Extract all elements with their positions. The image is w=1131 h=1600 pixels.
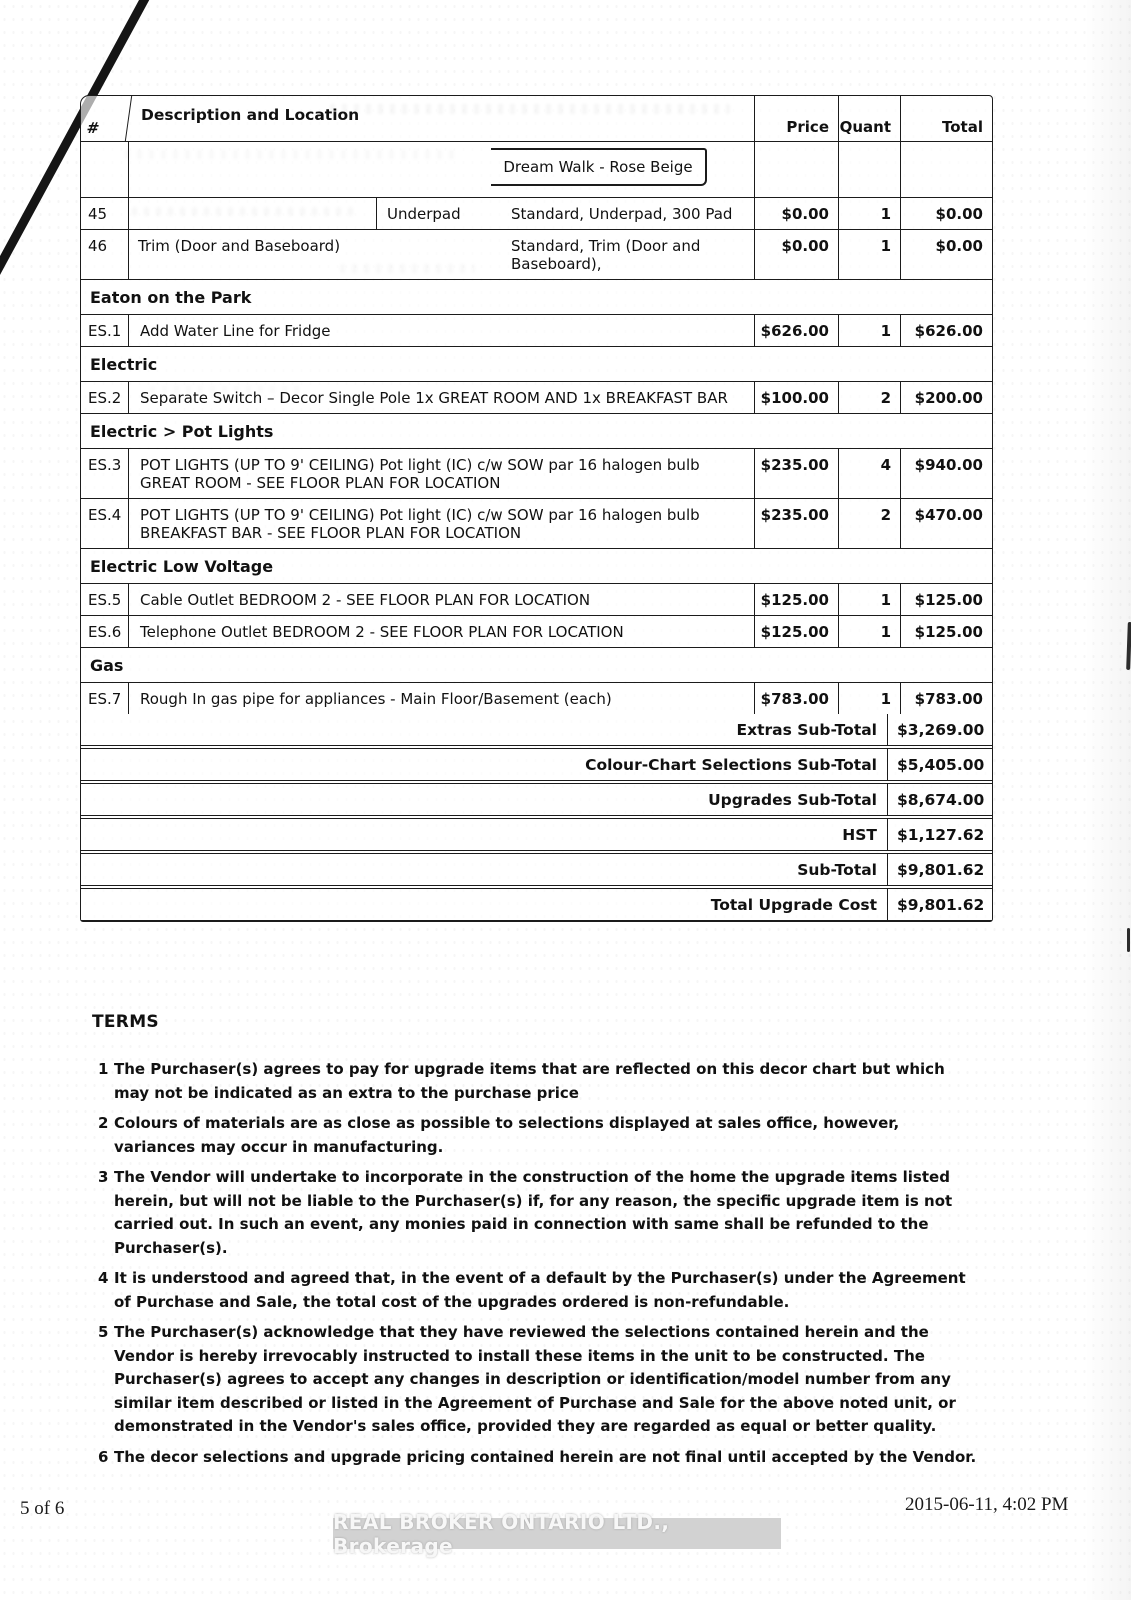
section-label: Eaton on the Park — [90, 288, 252, 307]
totals-row — [81, 853, 992, 886]
description-location-line: BREAKFAST BAR - SEE FLOOR PLAN FOR LOCATION — [140, 524, 522, 542]
row-number: ES.3 — [81, 449, 129, 498]
totals-row — [81, 818, 992, 851]
table-row — [81, 584, 992, 616]
description-text: Separate Switch – Decor Single Pole 1x GREAT ROOM AND 1x BREAKFAST BAR — [140, 389, 728, 407]
totals-row — [81, 748, 992, 781]
section-header-row — [81, 280, 992, 315]
subheader-number-cell — [81, 142, 129, 197]
row-total: $200.00 — [900, 382, 992, 413]
brokerage-watermark: REAL BROKER ONTARIO LTD., Brokerage — [333, 1518, 781, 1549]
table-header-row — [81, 96, 992, 142]
subheader-description-cell — [129, 142, 754, 197]
term-number: 5 — [98, 1323, 109, 1341]
row-price: $235.00 — [754, 449, 838, 498]
row-number: ES.4 — [81, 499, 129, 548]
totals-value: $9,801.62 — [887, 889, 992, 920]
section-header-row — [81, 347, 992, 382]
section-label: Electric > Pot Lights — [90, 422, 274, 441]
scan-edge-mark — [1126, 622, 1131, 670]
table-row — [81, 499, 992, 549]
term-text: The Purchaser(s) acknowledge that they have reviewed the selections contained herein and the Vendor is hereby irrevocably instructed to install these items in the unit to be constructed. The Purchaser(s) agrees to accept any changes in description or identification/model number from any similar item described or listed in the Agreement of Purchase and Sale for the above noted unit, or demonstrated in the Vendor's sales office, provided they are regarded as equal or better quality. — [114, 1323, 956, 1435]
column-header-number: # — [78, 96, 132, 141]
terms-title: TERMS — [92, 1012, 159, 1032]
row-total: $125.00 — [900, 616, 992, 647]
description-text: POT LIGHTS (UP TO 9' CEILING) Pot light (IC) c/w SOW par 16 halogen bulb GREAT ROOM - SEE FLOOR PLAN FOR LOCATION — [129, 449, 754, 498]
scan-edge-mark — [1127, 928, 1130, 952]
print-timestamp: 2015-06-11, 4:02 PM — [905, 1494, 1069, 1515]
row-description-cell — [129, 449, 754, 498]
row-quantity: 2 — [838, 382, 900, 413]
totals-row — [81, 783, 992, 816]
row-number: ES.6 — [81, 616, 129, 647]
totals-value: $1,127.62 — [887, 819, 992, 850]
totals-row — [81, 714, 992, 746]
row-number: ES.5 — [81, 584, 129, 615]
term-item — [98, 1267, 982, 1314]
row-description-cell — [129, 382, 754, 413]
term-text: It is understood and agreed that, in the event of a default by the Purchaser(s) under the Agreement of Purchase and Sale, the total cost of the upgrades ordered is non-refundable. — [114, 1269, 966, 1311]
section-header-row — [81, 549, 992, 584]
flooring-selection-box: Dream Walk - Rose Beige — [491, 148, 707, 186]
terms-list — [98, 1058, 982, 1476]
row-description-cell — [129, 683, 754, 714]
term-text: The Purchaser(s) agrees to pay for upgrade items that are reflected on this decor chart but which may not be indicated as an extra to the purchase price — [114, 1060, 945, 1102]
row-number: 46 — [81, 230, 129, 279]
row-total: $125.00 — [900, 584, 992, 615]
description-left-block — [129, 198, 501, 229]
row-total: $783.00 — [900, 683, 992, 714]
row-price: $235.00 — [754, 499, 838, 548]
table-row — [81, 382, 992, 414]
totals-value: $3,269.00 — [887, 714, 992, 745]
column-header-price: Price — [754, 96, 838, 141]
row-quantity: 1 — [838, 315, 900, 346]
totals-label: Upgrades Sub-Total — [708, 791, 877, 809]
row-description-cell — [129, 230, 754, 279]
row-total: $626.00 — [900, 315, 992, 346]
totals-row — [81, 888, 992, 921]
table-row — [81, 449, 992, 499]
row-number: 45 — [81, 198, 129, 229]
totals-label: Total Upgrade Cost — [710, 896, 877, 914]
term-item — [98, 1321, 982, 1439]
row-price: $0.00 — [754, 230, 838, 279]
section-label: Electric — [90, 355, 158, 374]
subheader-quant-cell — [838, 142, 900, 197]
table-row — [81, 616, 992, 648]
row-description-cell — [129, 315, 754, 346]
row-number: ES.7 — [81, 683, 129, 714]
table-row — [81, 230, 992, 280]
section-header-row — [81, 648, 992, 683]
subheader-price-cell — [754, 142, 838, 197]
totals-value: $5,405.00 — [887, 749, 992, 780]
row-quantity: 1 — [838, 198, 900, 229]
section-label: Electric Low Voltage — [90, 557, 274, 576]
column-header-quant: Quant — [838, 96, 900, 141]
description-text: Rough In gas pipe for appliances - Main Floor/Basement (each) — [140, 690, 612, 708]
term-text: The Vendor will undertake to incorporate in the construction of the home the upgrade items listed herein, but will not be liable to the Purchaser(s) if, for any reason, the specific upgrade item is not carried out. In such an event, any monies paid in connection with same shall be refunded to the Purchaser(s). — [114, 1168, 953, 1257]
row-quantity: 4 — [838, 449, 900, 498]
row-quantity: 1 — [838, 683, 900, 714]
row-description-cell — [129, 584, 754, 615]
row-price: $0.00 — [754, 198, 838, 229]
totals-value: $9,801.62 — [887, 854, 992, 885]
section-label: Gas — [90, 656, 124, 675]
row-number: ES.1 — [81, 315, 129, 346]
row-description-cell — [129, 198, 754, 229]
term-item — [98, 1166, 982, 1260]
row-quantity: 1 — [838, 616, 900, 647]
row-description-cell — [129, 499, 754, 548]
standard-spec-text: Standard, Underpad, 300 Pad — [511, 205, 733, 223]
term-number: 3 — [98, 1168, 109, 1186]
row-number: ES.2 — [81, 382, 129, 413]
row-price: $626.00 — [754, 315, 838, 346]
totals-label: Extras Sub-Total — [736, 721, 877, 739]
row-price: $125.00 — [754, 584, 838, 615]
totals-label: Colour-Chart Selections Sub-Total — [585, 756, 877, 774]
totals-label: Sub-Total — [797, 861, 877, 879]
description-text — [129, 198, 376, 229]
description-text: Add Water Line for Fridge — [140, 322, 331, 340]
row-price: $100.00 — [754, 382, 838, 413]
term-item — [98, 1058, 982, 1105]
term-text: Colours of materials are as close as possible to selections displayed at sales office, however, variances may occur in manufacturing. — [114, 1114, 900, 1156]
standard-spec-text: Standard, Trim (Door and Baseboard), — [511, 237, 701, 273]
row-total: $0.00 — [900, 230, 992, 279]
table-totals — [81, 714, 992, 921]
row-price: $783.00 — [754, 683, 838, 714]
term-item — [98, 1446, 982, 1470]
row-quantity: 1 — [838, 584, 900, 615]
term-text: The decor selections and upgrade pricing contained herein are not final until accepted by the Vendor. — [114, 1447, 977, 1466]
description-location-line: GREAT ROOM - SEE FLOOR PLAN FOR LOCATION — [140, 474, 501, 492]
upgrade-chart-table — [80, 95, 993, 922]
row-total: $0.00 — [900, 198, 992, 229]
description-left-block — [129, 230, 501, 279]
row-quantity: 1 — [838, 230, 900, 279]
term-number: 1 — [98, 1060, 109, 1078]
column-header-total: Total — [900, 96, 992, 141]
table-row — [81, 198, 992, 230]
row-description-cell — [129, 616, 754, 647]
description-sublabel: Underpad — [376, 198, 501, 229]
table-subheader-row — [81, 142, 992, 198]
page-number: 5 of 6 — [20, 1498, 65, 1519]
term-item — [98, 1112, 982, 1159]
description-text: POT LIGHTS (UP TO 9' CEILING) Pot light (IC) c/w SOW par 16 halogen bulb BREAKFAST BAR - SEE FLOOR PLAN FOR LOCATION — [129, 499, 754, 548]
table-row — [81, 683, 992, 714]
section-header-row — [81, 414, 992, 449]
row-price: $125.00 — [754, 616, 838, 647]
description-text: Cable Outlet BEDROOM 2 - SEE FLOOR PLAN FOR LOCATION — [140, 591, 591, 609]
description-text: Trim (Door and Baseboard) — [138, 237, 341, 255]
subheader-total-cell — [900, 142, 992, 197]
term-number: 2 — [98, 1114, 109, 1132]
totals-label: HST — [842, 826, 877, 844]
row-total: $940.00 — [900, 449, 992, 498]
term-number: 4 — [98, 1269, 109, 1287]
description-text: Telephone Outlet BEDROOM 2 - SEE FLOOR PLAN FOR LOCATION — [140, 623, 624, 641]
term-number: 6 — [98, 1447, 109, 1466]
row-total: $470.00 — [900, 499, 992, 548]
table-rows — [81, 198, 992, 714]
table-row — [81, 315, 992, 347]
row-quantity: 2 — [838, 499, 900, 548]
totals-value: $8,674.00 — [887, 784, 992, 815]
column-header-description: Description and Location — [141, 106, 360, 124]
